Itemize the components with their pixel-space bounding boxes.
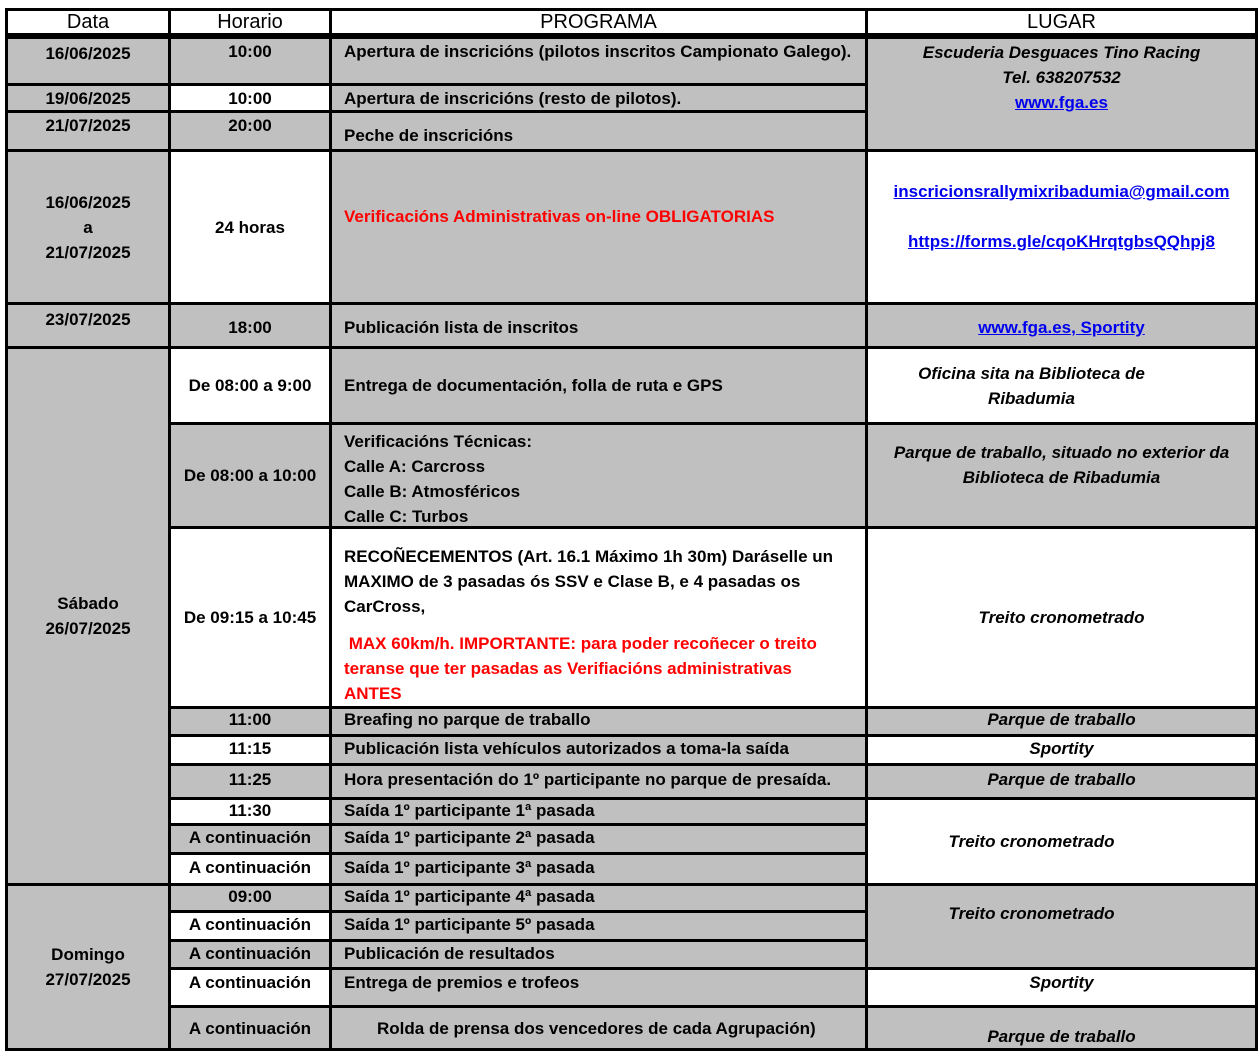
cell-data: 23/07/2025 [5, 302, 171, 349]
cell-lugar-treito [865, 883, 1258, 970]
cell-programa: Hora presentación do 1º participante no parque de presaída. [329, 763, 868, 800]
cell-horario: 11:15 [168, 734, 332, 766]
cell-horario [168, 149, 332, 305]
programa-text: Entrega de documentación, folla de ruta e GPS [344, 376, 723, 395]
cell-lugar [865, 346, 1258, 425]
lugar-line: Ribadumia [988, 388, 1075, 408]
programa-line: MAXIMO de 3 pasadas ós SSV e Clase B, e 4 pasadas os [344, 572, 801, 591]
cell-lugar: Parque de traballo [865, 763, 1258, 800]
cell-programa: Saída 1º participante 3ª pasada [329, 852, 868, 886]
cell-programa: Peche de inscricións [329, 110, 868, 152]
cell-programa: Verificacións Administrativas on-line OBLIGATORIAS [329, 149, 868, 305]
cell-horario: A continuación [168, 939, 332, 970]
cell-programa: Apertura de inscricións (resto de pilotos). [329, 83, 868, 113]
cell-horario [168, 422, 332, 529]
cell-programa [329, 346, 868, 425]
header-lugar: LUGAR [865, 8, 1258, 36]
cell-lugar: Parque de traballo [865, 706, 1258, 737]
date-text: 26/07/2025 [45, 619, 131, 638]
programa-warning-line: MAX 60km/h. IMPORTANTE: para poder recoñecer o treito [344, 634, 817, 653]
programa-line: Calle C: Turbos [344, 507, 469, 526]
cell-lugar-inscricions [865, 36, 1258, 152]
programa-line: Calle A: Carcross [344, 457, 486, 476]
cell-lugar-online [865, 149, 1258, 305]
programa-line: RECOÑECEMENTOS (Art. 16.1 Máximo 1h 30m) Daráselle un [344, 547, 834, 566]
lugar-text: Treito cronometrado [948, 904, 1115, 923]
lugar-text: Treito cronometrado [948, 832, 1115, 851]
cell-horario [168, 36, 332, 86]
time-text: 24 horas [215, 217, 285, 237]
cell-horario: A continuación [168, 967, 332, 1008]
cell-horario [168, 346, 332, 425]
cell-programa [329, 526, 868, 709]
escuderia-phone: Tel. 638207532 [1002, 68, 1121, 87]
cell-horario: 09:00 [168, 883, 332, 913]
cell-horario: A continuación [168, 823, 332, 855]
cell-horario: 11:25 [168, 763, 332, 800]
date-text: 16/06/2025 [45, 44, 131, 63]
cell-horario: 10:00 [168, 83, 332, 113]
header-programa: PROGRAMA [329, 8, 868, 36]
cell-programa: Publicación lista vehículos autorizados a toma-la saída [329, 734, 868, 766]
lugar-line: Parque de traballo, situado no exterior da [893, 443, 1230, 462]
cell-data-domingo [5, 883, 171, 1051]
header-data: Data [5, 8, 171, 36]
fga-link[interactable]: www.fga.es [1015, 93, 1108, 112]
cell-programa: Publicación de resultados [329, 939, 868, 970]
cell-programa: Saída 1º participante 5º pasada [329, 910, 868, 942]
date-separator: a [83, 217, 93, 237]
cell-programa: Apertura de inscricións (pilotos inscritos Campionato Galego). [329, 36, 868, 86]
cell-programa: Breafing no parque de traballo [329, 706, 868, 737]
escuderia-name: Escuderia Desguaces Tino Racing [922, 43, 1201, 62]
cell-programa: Rolda de prensa dos vencedores de cada Agrupación) [329, 1005, 868, 1051]
cell-lugar [865, 422, 1258, 529]
programa-line: CarCross, [344, 597, 426, 616]
programa-warning-line: teranse que ter pasadas as Verifiacións administrativas [344, 659, 792, 678]
cell-horario: A continuación [168, 852, 332, 886]
time-text: De 08:00 a 9:00 [188, 376, 312, 395]
cell-lugar-treito [865, 797, 1258, 886]
cell-horario: 18:00 [168, 302, 332, 349]
lugar-text: Treito cronometrado [978, 608, 1145, 627]
cell-data [5, 36, 171, 86]
cell-data-sabado [5, 346, 171, 886]
programa-line: Calle B: Atmosféricos [344, 482, 521, 501]
cell-horario: 11:00 [168, 706, 332, 737]
cell-lugar [865, 302, 1258, 349]
cell-programa: Publicación lista de inscritos [329, 302, 868, 349]
weekday: Sábado [57, 594, 119, 613]
time-text: De 08:00 a 10:00 [183, 466, 317, 485]
programa-line: Verificacións Técnicas: [344, 432, 533, 451]
cell-horario: A continuación [168, 1005, 332, 1051]
cell-programa [329, 422, 868, 529]
date-end: 21/07/2025 [45, 242, 131, 262]
lugar-line: Biblioteca de Ribadumia [962, 468, 1161, 487]
cell-programa: Saída 1º participante 1ª pasada [329, 797, 868, 826]
cell-lugar [865, 526, 1258, 709]
cell-horario: 20:00 [168, 110, 332, 152]
date-start: 16/06/2025 [45, 192, 131, 212]
cell-horario [168, 526, 332, 709]
programa-warning-line: ANTES [344, 684, 402, 703]
header-horario: Horario [168, 8, 332, 36]
cell-data: 21/07/2025 [5, 110, 171, 152]
time-text: De 09:15 a 10:45 [183, 608, 317, 627]
date-text: 27/07/2025 [45, 970, 131, 989]
cell-programa: Entrega de premios e trofeos [329, 967, 868, 1008]
cell-programa: Saída 1º participante 2ª pasada [329, 823, 868, 855]
cell-data: 19/06/2025 [5, 83, 171, 113]
cell-horario: 11:30 [168, 797, 332, 826]
form-link[interactable]: https://forms.gle/cqoKHrqtgbsQQhpj8 [908, 232, 1215, 251]
cell-data [5, 149, 171, 305]
time-text: 10:00 [228, 42, 272, 61]
lugar-line: Oficina sita na Biblioteca de [918, 363, 1145, 383]
cell-lugar: Parque de traballo [865, 1005, 1258, 1051]
cell-horario: A continuación [168, 910, 332, 942]
cell-lugar: Sportity [865, 734, 1258, 766]
fga-sportity-link[interactable]: www.fga.es, Sportity [978, 318, 1145, 337]
weekday: Domingo [51, 945, 125, 964]
cell-lugar: Sportity [865, 967, 1258, 1008]
email-link[interactable]: inscricionsrallymixribadumia@gmail.com [893, 182, 1230, 201]
cell-programa: Saída 1º participante 4ª pasada [329, 883, 868, 913]
